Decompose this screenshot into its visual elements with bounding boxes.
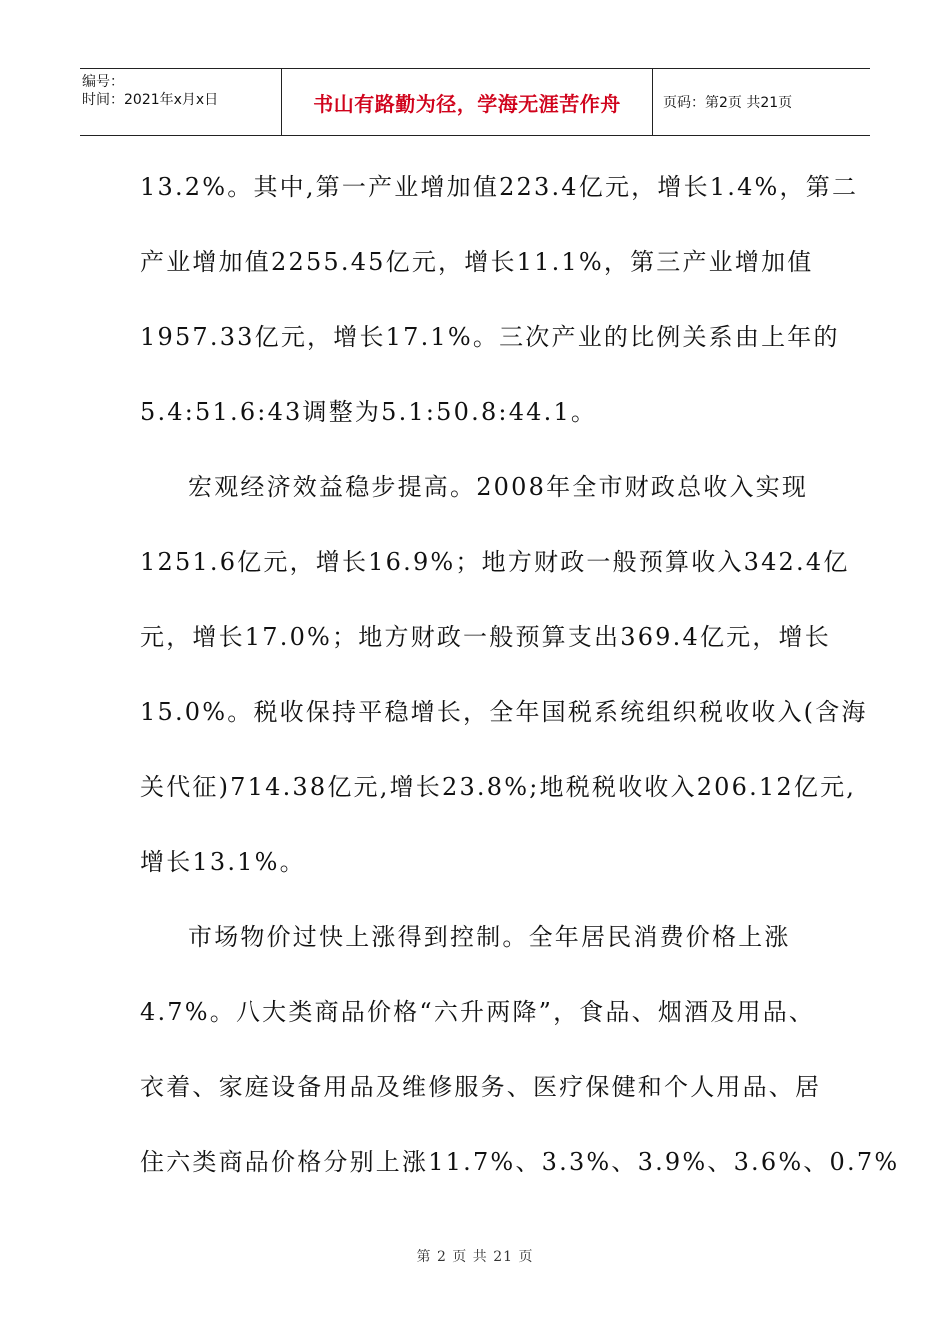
body-line: 4.7%。八大类商品价格“六升两降”，食品、烟酒及用品、: [140, 998, 816, 1026]
page-header: [80, 68, 870, 136]
body-line: 1251.6亿元，增长16.9%；地方财政一般预算收入342.4亿: [140, 548, 850, 576]
paragraph-start-line: 宏观经济效益稳步提高。2008年全市财政总收入实现: [188, 473, 809, 501]
header-page-code: 页码：第2页 共21页: [663, 95, 793, 111]
header-meta: [80, 69, 281, 135]
body-line: 增长13.1%。: [140, 848, 306, 876]
paragraph-start-line: 市场物价过快上涨得到控制。全年居民消费价格上涨: [188, 923, 791, 951]
body-line: 1957.33亿元，增长17.1%。三次产业的比例关系由上年的: [140, 323, 840, 351]
body-line: 衣着、家庭设备用品及维修服务、医疗保健和个人用品、居: [140, 1073, 822, 1101]
body-line: 15.0%。税收保持平稳增长，全年国税系统组织税收收入(含海: [140, 698, 868, 726]
body-line: 元，增长17.0%；地方财政一般预算支出369.4亿元，增长: [140, 623, 831, 651]
header-motto: 书山有路勤为径，学海无涯苦作舟: [281, 69, 653, 135]
body-line: 住六类商品价格分别上涨11.7%、3.3%、3.9%、3.6%、0.7%: [140, 1148, 900, 1176]
page-footer: 第 2 页 共 21 页: [416, 1249, 534, 1265]
document-number-label: 编号：: [82, 74, 124, 90]
body-line: 5.4:51.6:43调整为5.1:50.8:44.1。: [140, 398, 598, 426]
body-line: 产业增加值2255.45亿元，增长11.1%，第三产业增加值: [140, 248, 814, 276]
document-body: [140, 150, 900, 1200]
body-line: 关代征)714.38亿元,增长23.8%;地税税收收入206.12亿元,: [140, 773, 857, 801]
document-date-label: 时间：2021年x月x日: [82, 92, 219, 108]
body-line: 13.2%。其中,第一产业增加值223.4亿元，增长1.4%，第二: [140, 173, 859, 201]
